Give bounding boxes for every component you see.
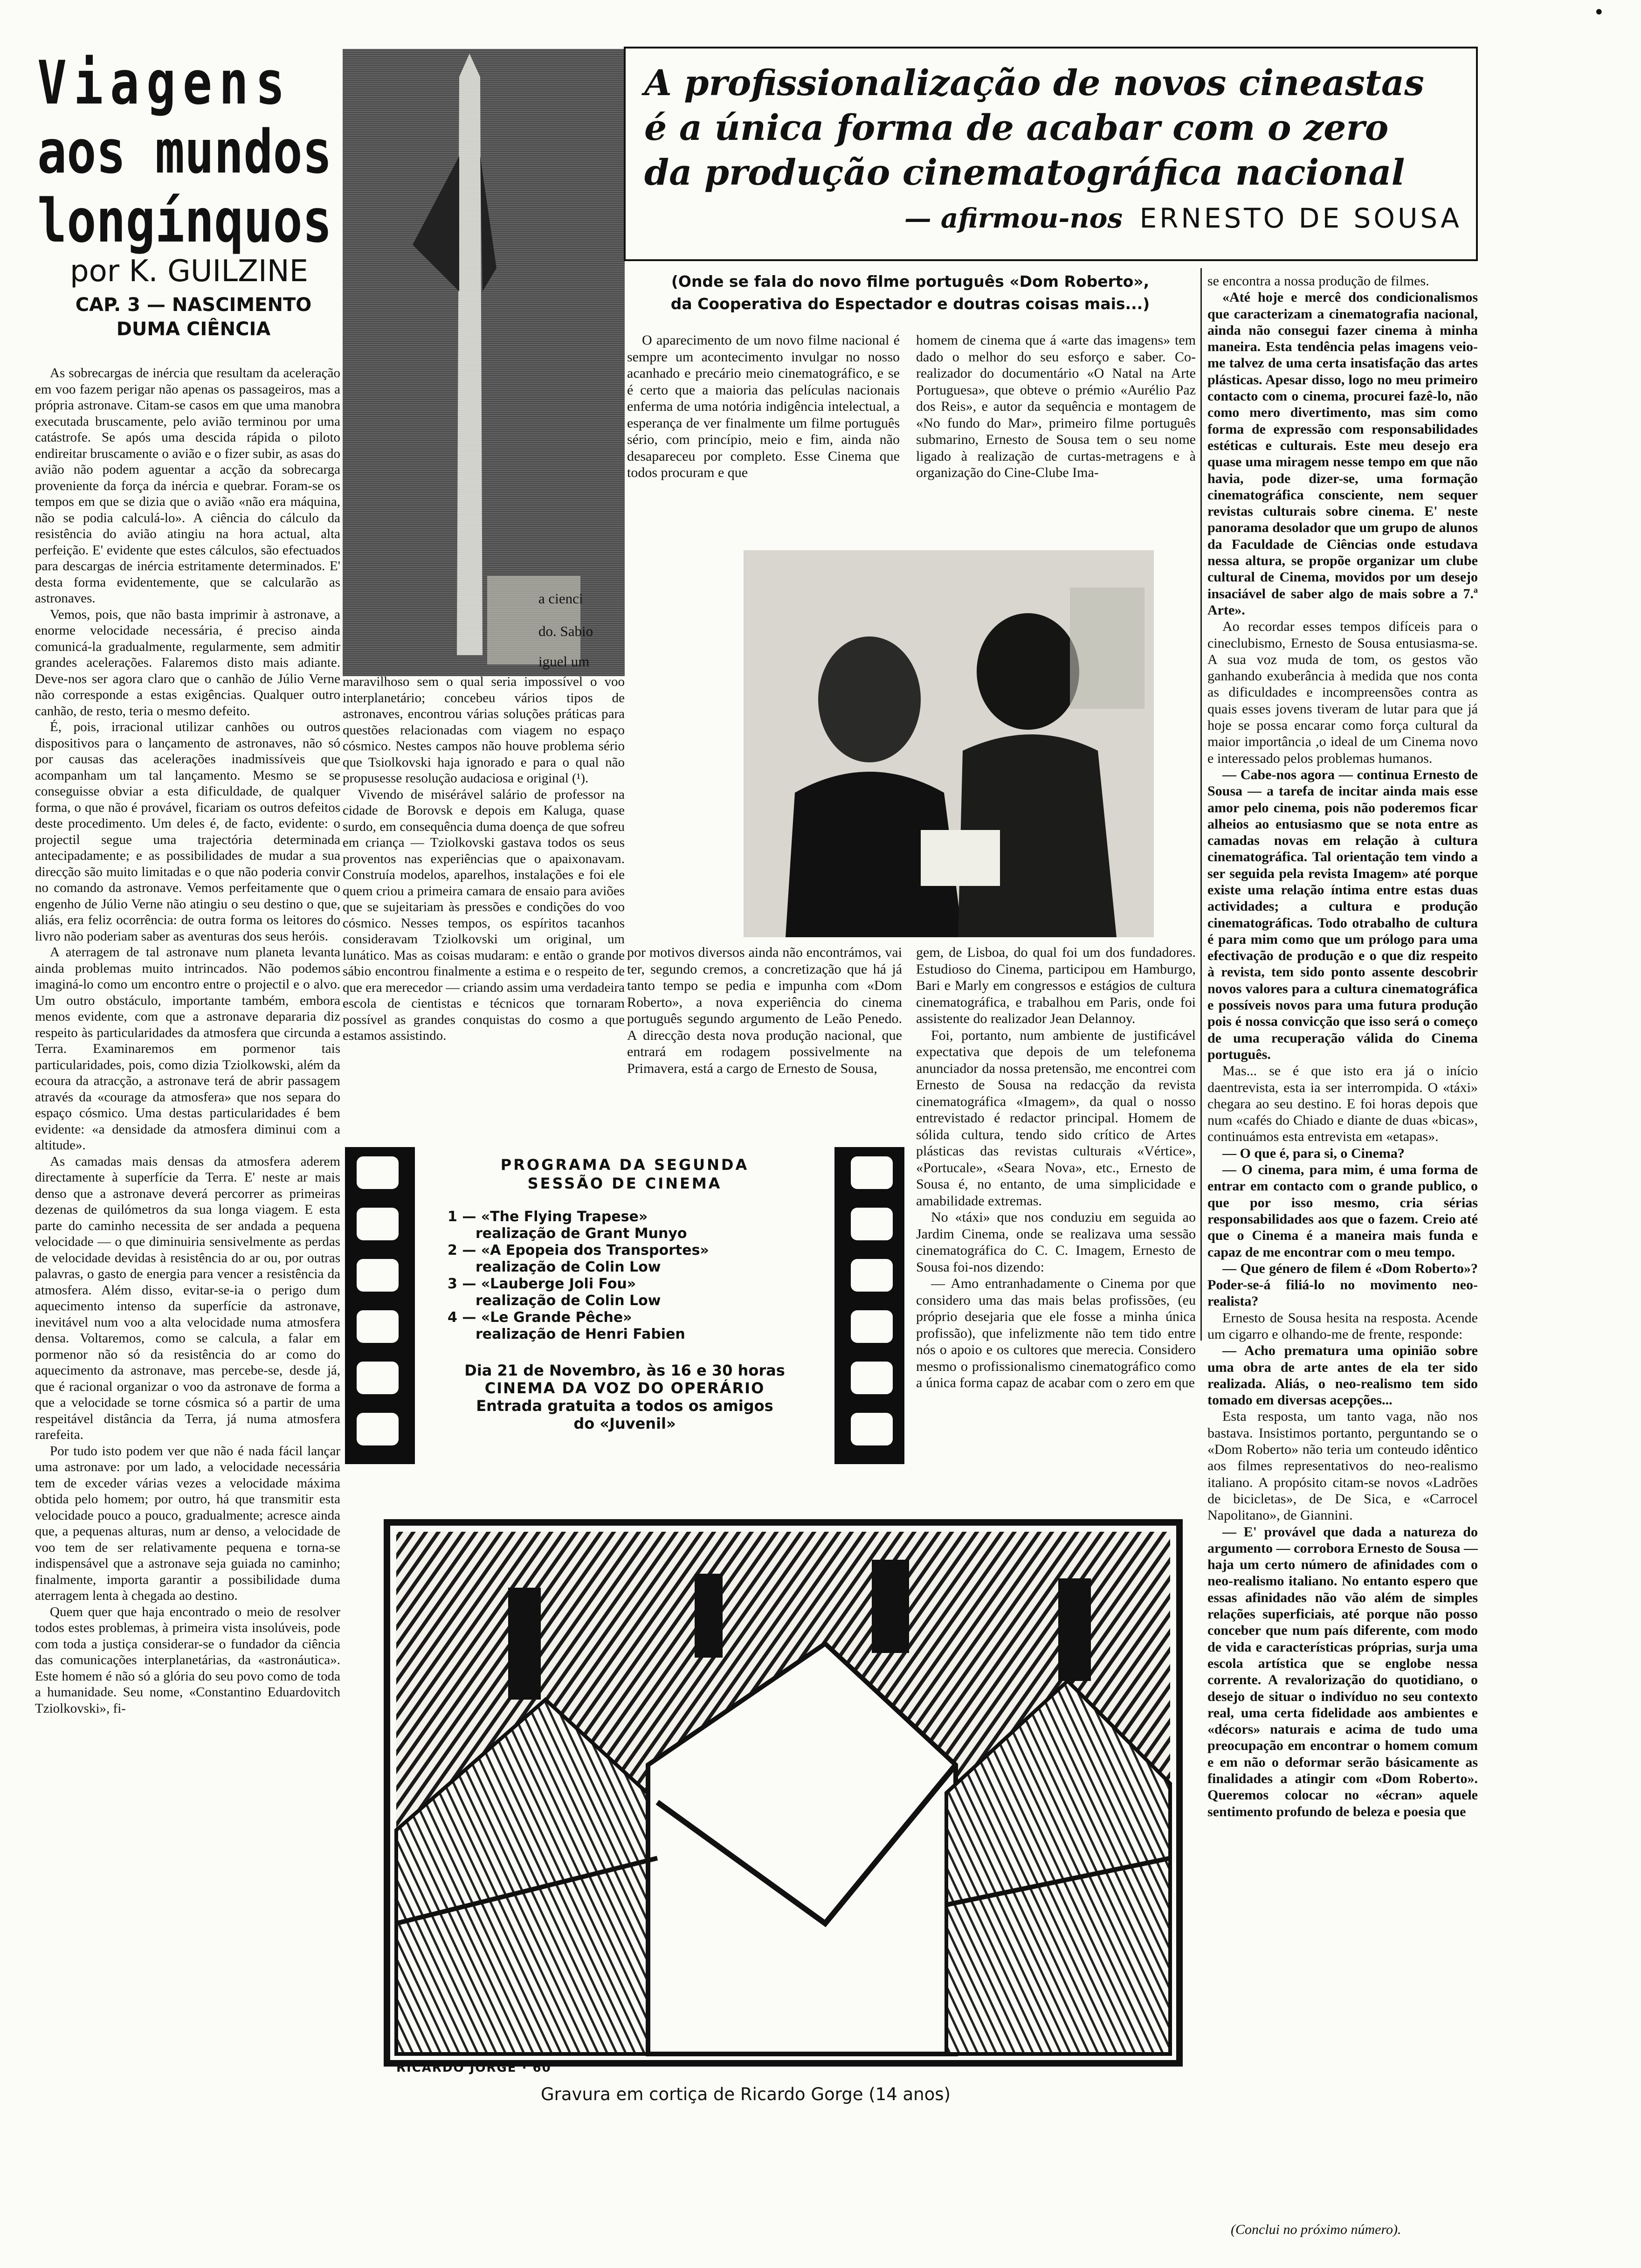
paragraph: — O cinema, para mim, é uma forma de entrar em contacto com o grande publico, o que por isso mesmo, cria sérias responsabilidades aos que o fazem. Creio até que o Cinema é a maneira mais funda e capaz de me encontrar com o meu tempo. (1207, 1162, 1478, 1260)
paragraph: — Cabe-nos agora — continua Ernesto de Sousa — a tarefa de incitar ainda mais esse amor pelo cinema, pois não poderemos ficar alheios ao entusiasmo que se nota entre as camadas novas em relação à cultura cinematográfica. Tal orientação tem vindo a ser seguida pela revista Imagem» até porque existe uma relação íntima entre estas duas actividades; a cultura e produção cinematográficas. Todo otrabalho de cultura é para mim como que um prólogo para uma efectivação de produção e o que diz respeito à revista, tem sido ponto assente descobrir novos valores para a cultura cinematográfica e possíveis novos para uma futura produção pois é nossa convicção que isso será o começo de uma recuperação válida do Cinema português. (1207, 767, 1478, 1062)
photo-fragment-3: iguel um (538, 653, 590, 670)
programme-item-num: 1 — (448, 1209, 476, 1225)
paragraph: se encontra a nossa produção de filmes. (1207, 273, 1429, 289)
article-subhead (627, 270, 1193, 315)
article-top-column-a (627, 332, 900, 528)
paragraph: As sobrecargas de inércia que resultam da aceleração em voo fazem perigar não apenas os passageiros, mas a própria astronave. Citam-se casos em que uma manobra executada bruscamente, pelo avião terminou por uma catástrofe. Se após uma descida rápida o piloto endireitar bruscamente o avião e o fizer subir, as asas do avião não podem aguentar a acção da sobrecarga proveniente da força da inércia e quebrar. Foram-se os tempos em que se dizia que o avião «não era máquina, não se podia calculá-lo». A ciência do cálculo da resistência do avião atingiu na hora actual, alta perfeição. E' evidente que estes cálculos, são efectuados para descargas de inércia estritamente determinados. E' desta forma evidentemente, que se calcularão as astronaves. (35, 366, 340, 606)
programme-footer-line-2: CINEMA DA VOZ DO OPERÁRIO (484, 1379, 765, 1397)
paragraph: A aterragem de tal astronave num planeta levanta ainda problemas muito intrincados. Não podemos imaginá-lo como um encontro entre o projectil e o alvo. Um outro obstáculo, importante também, embora menos evidente, com que a astronave depararia diz respeito às particularidades da atmosfera que circunda a Terra. Examinaremos em pormenor tais particularidades, pois, como dizia Tziolkowski, além da ecoura da atracção, a astronave terá de abrir passagem através da «courage da atmosfera» que nos separa do espaço cósmico. Uma destas particularidades é bem evidente: «a densidade da atmosfera diminui com a altitude». (35, 945, 340, 1153)
programme-heading (434, 1155, 816, 1193)
sprocket-hole (357, 1208, 399, 1240)
headline-line-1: A profissionalização de novos cineastas (644, 62, 1424, 104)
paragraph: — Que género de filem é «Dom Roberto»? Poder-se-á filiá-lo no movimento neo-realista? (1207, 1260, 1478, 1309)
left-article-title (37, 48, 332, 256)
photo-fragment-2: do. Sabio (538, 623, 593, 639)
paragraph: Foi, portanto, num ambiente de justificável expectativa que depois de um telefonema anunciador da nossa pretensão, me encontrei com Ernesto de Sousa na redacção da revista cinematográfica «Imagem», da qual o nosso entrevistado é redactor principal. Homem de sólida cultura, tendo sido crítico de Artes plásticas das revistas culturais «Vértice», «Portucale», «Seara Nova», etc., Ernesto de Sousa é, no entanto, de uma simplicidade e amabilidade extremas. (916, 1027, 1196, 1209)
paragraph: gem, de Lisboa, do qual foi um dos fundadores. Estudioso do Cinema, participou em Hamburgo, Bari e Marly em congressos e estágios de cultura cinematográfica, e trabalhou em Paris, onde foi assistente do realizador Jean Delannoy. (916, 945, 1196, 1026)
headline-box (624, 47, 1478, 261)
paragraph: — O que é, para si, o Cinema? (1222, 1145, 1405, 1161)
sprocket-hole (357, 1259, 399, 1292)
programme-item-credit: realização de Colin Low (476, 1293, 661, 1309)
left-article-byline: por K. GUILZINE (70, 254, 309, 289)
paragraph: Ao recordar esses tempos difíceis para o cineclubismo, Ernesto de Sousa entusiasma-se. A sua voz muda de tom, os gestos vão ganhando exuberância à medida que nos conta as dificuldades e incompreensões contra as quais esses jovens tiveram de lutar para que já hoje se possa encarar como força cultural da maior importância ,o ideal de um Cinema novo e interessado pelos problemas humanos. (1207, 619, 1478, 766)
paragraph: O aparecimento de um novo filme nacional é sempre um acontecimento invulgar no nosso acanhado e precário meio cinematográfico, e se é certo que a maioria das películas nacionais enferma de uma notória indigência intelectual, a esperança de ver finalmente um filme português sério, com princípio, meio e fim, ainda não desapareceu por completo. Esse Cinema que todos procuram e que (627, 332, 900, 480)
attribution-prefix: — afirmou-nos (904, 202, 1123, 234)
programme-item-credit: realização de Henri Fabien (476, 1326, 685, 1342)
paragraph: As camadas mais densas da atmosfera aderem directamente à superfície da Terra. E' neste ar mais denso que a astronave deverá percorrer as primeiras dezenas de quilómetros da sua longa viagem. E esta parte do caminho necessita de ser andada a pequena velocidade — o que diminuiria sensivelmente as perdas de velocidade devidas à resistência do ar ou, por outras palavras, o gasto de energia para vencer a resistência da atmosfera. Além disso, evitar-se-ia o perigo dum aquecimento intenso da superfície da astronave, inevitável num voo a alta velocidade numa atmosfera densa. Voltaremos, como se calcula, a falar em pormenor não só da resistência do ar como do aquecimento da astronave, mas percebe-se, desde já, que é racional organizar o voo da astronave de forma a que a velocidade se torne cósmica só a partir de uma respeitável distância da Terra, já numa atmosfera rarefeita. (35, 1154, 340, 1442)
programme-item-num: 3 — (448, 1276, 476, 1292)
programme-footer-line-3: Entrada gratuita a todos os amigos (476, 1397, 773, 1415)
programme-item (448, 1309, 816, 1343)
programme-heading-line-1: PROGRAMA DA SEGUNDA (500, 1156, 749, 1174)
sprocket-hole (851, 1362, 893, 1394)
engraving-signature: RICARDO JORGE · 60 (396, 2061, 552, 2075)
programme-frame (415, 1147, 834, 1464)
article-mid-column-b (916, 944, 1196, 1492)
paragraph: Por tudo isto podem ver que não é nada fácil lançar uma astronave: por um lado, a velocidade necessária tem de exceder várias vezes a velocidade máxima obtida pelo homem; por outro, há que transmitir esta velocidade pouco a pouco, gradualmente; acresce ainda que, a pequenas alturas, num ar denso, a velocidade de voo tem de ser relativamente pequena e torna-se indispensável que a astronave seja guiada no caminho; finalmente, importa garantir a possibilidade duma aterragem lenta à chegada ao destino. (35, 1443, 340, 1603)
programme-item-credit: realização de Colin Low (476, 1259, 661, 1275)
sprocket-column-right (851, 1156, 893, 1455)
column-rule (1200, 268, 1202, 1341)
sprocket-hole (851, 1156, 893, 1189)
left-article-column-2 (343, 674, 625, 1152)
attribution-name: ERNESTO DE SOUSA (1139, 202, 1462, 234)
interview-photo (744, 550, 1154, 937)
paragraph: Quem quer que haja encontrado o meio de resolver todos estes problemas, à primeira vista insolúveis, pode com toda a justiça considerar-se o fundador da ciência das comunicações interplanetárias, da «astronáutica». Este homem é não só a glória do seu povo como de toda a humanidade. Seu nome, «Constantino Eduardovitch Tziolkovski», fi- (35, 1604, 340, 1716)
paragraph: É, pois, irracional utilizar canhões ou outros dispositivos para o lançamento de astronaves, não só por causas das acelerações inadmissíveis que acompanham um tal lançamento. Mesmo se se conseguisse obviar a esta dificuldade, de qualquer forma, o que não é provável, ficariam os outros defeitos deste procedimento. Um deles é, de facto, evidente: o projectil segue uma trajectória determinada antecipadamente; e as possibilidades de mudar a sua direcção são muito limitadas e o que não poderia convir no comando da astronave. Vemos perfeitamente que o engenho de Júlio Verne não atingiu o seu destino o que, aliás, era feliz ocorrência: de outra forma os leitores do livro não poderiam saber as aventuras dos seus heróis. (35, 719, 340, 944)
sprocket-hole (357, 1413, 399, 1445)
programme-footer-line-1: Dia 21 de Novembro, às 16 e 30 horas (464, 1362, 785, 1379)
headline-attribution (904, 202, 1462, 234)
sprocket-hole (357, 1362, 399, 1394)
subhead-line-2: da Cooperativa do Espectador e doutras coisas mais...) (670, 295, 1150, 313)
programme-item-num: 2 — (448, 1242, 476, 1258)
headline (644, 61, 1465, 195)
programme-heading-line-2: SESSÃO DE CINEMA (527, 1175, 722, 1192)
title-line-2: aos mundos (37, 118, 332, 187)
programme-item-num: 4 — (448, 1309, 476, 1326)
paragraph: No «táxi» que nos conduziu em seguida ao Jardim Cinema, onde se realizava uma sessão cinematográfica do C. C. Imagem, Ernesto de Sousa foi-nos dizendo: (916, 1210, 1196, 1275)
paragraph: homem de cinema que á «arte das imagens» tem dado o melhor do seu esforço e saber. Co-realizador do documentário «O Natal na Arte Portuguesa», que obteve o prémio «Aurélio Paz dos Reis», e autor da sequência e montagem de «No fundo do Mar», primeiro filme português submarino, Ernesto de Sousa tem o seu nome ligado à realização de curtas-metragens e à organização do Cine-Clube Ima- (916, 332, 1196, 480)
programme-item-title: «The Flying Trapese» (481, 1209, 648, 1225)
programme-footer (434, 1362, 816, 1432)
programme-item (448, 1276, 816, 1309)
paragraph: Ernesto de Sousa hesita na resposta. Acende um cigarro e olhando-me de frente, responde: (1207, 1310, 1478, 1342)
article-right-column (1207, 273, 1478, 2217)
programme-item (448, 1209, 816, 1242)
article-mid-column-a (627, 944, 902, 1131)
paragraph: — E' provável que dada a natureza do argumento — corrobora Ernesto de Sousa — haja um certo número de afinidades com o neo-realismo italiano. No entanto espero que essas afinidades não vão além de simples relações superficiais, até porque não posso conceber que num país diferente, com modo de vida e características próprias, surja uma escola artística que se englobe nessa corrente. A revalorização do quotidiano, o desejo de situar o indivíduo no seu contexto real, uma certa fidelidade aos ambientes e «décors» naturais e acima de tudo uma preocupação em encontrar o homem comum e em não o deformar serão básicamente as finalidades a atingir com «Dom Roberto». Queremos colocar no «écran» aquele sentimento profundo de beleza e poesia que (1207, 1524, 1478, 1819)
chapter-line-1: CAP. 3 — NASCIMENTO (75, 294, 312, 316)
page-mark: • (1593, 2, 1605, 23)
left-article-chapter (58, 293, 329, 341)
paragraph: — Acho prematura uma opinião sobre uma obra de arte antes de ela ter sido realizada. Aliás, o neo-realismo tem sido tomado em diversas acepções... (1207, 1343, 1478, 1408)
photo-fragment-1: a cienci (538, 590, 583, 607)
sprocket-hole (851, 1259, 893, 1292)
headline-line-3: da produção cinematográfica nacional (644, 152, 1405, 193)
title-line-1: Viagens (37, 48, 292, 118)
interview-graphic (744, 550, 1154, 937)
programme-item (448, 1242, 816, 1276)
programme-item-credit: realização de Grant Munyo (476, 1225, 687, 1242)
rocket-photo (343, 49, 625, 676)
sprocket-hole (357, 1156, 399, 1189)
engraving-graphic (368, 1504, 1198, 2082)
rocket-graphic (343, 49, 625, 676)
paragraph: Esta resposta, um tanto vaga, não nos bastava. Insistimos portanto, perguntando se o «Dom Roberto» não teria um conteudo idêntico aos filmes representativos do neo-realismo italiano. A propósito citam-se novos «Ladrões de bicicletas», de De Sica, e «Carrocel Napolitano», de Giannini. (1207, 1409, 1478, 1523)
paragraph: «Até hoje e mercê dos condicionalismos que caracterizam a cinematografia nacional, ainda não consegui fazer cinema à minha maneira. Esta tendência pelas imagens veio-me talvez de uma certa insatisfação das artes plásticas. Apesar disso, logo no meu primeiro contacto com o cinema, procurei fazê-lo, não como mero divertimento, mas sim como forma de expressão com responsabilidades estéticas e culturais. Este meu desejo era quase uma miragem nesse tempo em que não havia, pode dizer-se, uma formação cinematográfica consciente, nem sequer revistas culturais sobre cinema. E' neste panorama desolador que um grupo de alunos da Faculdade de Ciências onde estudava nessa altura, se propõe organizar um clube cultural de Cinema, movidos por um desejo insaciável de saber algo de mais sobre a 7.ª Arte». (1207, 290, 1478, 618)
continued-note: (Conclui no próximo número). (1231, 2222, 1401, 2237)
programme-footer-line-4: do «Juvenil» (573, 1415, 676, 1432)
paragraph: por motivos diversos ainda não encontrámos, vai ter, segundo cremos, a concretização que há já tanto tempo se pedia e impunha com «Dom Roberto», a nova experiência do cinema português segundo argumento de Leão Penedo. A direcção desta nova produção nacional, que entrará em rodagem possivelmente na Primavera, está a cargo de Ernesto de Sousa, (627, 945, 902, 1076)
sprocket-hole (851, 1310, 893, 1343)
paragraph: maravilhoso sem o qual seria impossível o voo interplanetário; concebeu vários tipos de astronaves, encontrou várias soluções práticas para questões relacionadas com viagem no espaço cósmico. Nestes campos não houve problema sério que Tsiolkovski haja ignorado e para o qual não propusesse resolução audaciosa e original (¹). (343, 674, 625, 786)
programme-item-title: «A Epopeia dos Transportes» (481, 1242, 709, 1258)
paragraph: Vemos, pois, que não basta imprimir à astronave, a enorme velocidade necessária, é preciso ainda comunicá-la gradualmente, regularmente, sem admitir grandes acelerações. Falaremos disto mais adiante. Deve-nos ser agora claro que o canhão de Júlio Verne não corresponde a estas exigências. Qualquer outro canhão, de resto, teria o mesmo defeito. (35, 607, 340, 719)
sprocket-column-left (357, 1156, 399, 1455)
article-top-column-b (916, 332, 1196, 528)
programme-filmstrip (345, 1147, 904, 1464)
programme-item-title: «Lauberge Joli Fou» (481, 1276, 636, 1292)
title-line-3: longínquos (37, 187, 332, 256)
sprocket-hole (851, 1208, 893, 1240)
chapter-line-2: DUMA CIÊNCIA (116, 318, 271, 340)
headline-line-2: é a única forma de acabar com o zero (644, 107, 1389, 148)
sprocket-hole (851, 1413, 893, 1445)
sprocket-hole (357, 1310, 399, 1343)
subhead-line-1: (Onde se fala do novo filme português «Dom Roberto», (671, 272, 1150, 290)
programme-item-title: «Le Grande Pêche» (481, 1309, 632, 1326)
paragraph: Vivendo de misérável salário de professor na cidade de Borovsk e depois em Kaluga, quase surdo, em consequência duma doença de que sofreu em criança — Tziolkovski gastava todos os seus proventos nas experiências que o apaixonavam. Construía modelos, aparelhos, instalações e foi ele quem criou a primeira camara de ensaio para aviões que se sujeitariam às pressões e condições do voo cósmico. Nesses tempos, os espíritos tacanhos consideravam Tziolkovski um original, um lunático. Mas as coisas mudaram: e então o grande sábio encontrou finalmente a estima e o respeito de que era merecedor — criando assim uma verdadeira escola de cientistas e técnicos que tornaram possível as grandes conquistas do cosmo a que estamos assistindo. (343, 787, 625, 1043)
left-article-column-1 (35, 365, 340, 2165)
engraving-caption: Gravura em cortiça de Ricardo Gorge (14 anos) (541, 2084, 951, 2104)
paragraph: — Amo entranhadamente o Cinema por que considero uma das mais belas profissões, (eu próprio desejaria que ele fosse a minha única profissão), que infelizmente não tem tido entre nós o apoio e os cultores que merecia. Considero mesmo o profissionalismo cinematográfico como a única forma capaz de acabar com o zero em que (916, 1276, 1196, 1390)
paragraph: Mas... se é que isto era já o início daentrevista, esta ia ser interrompida. O «táxi» chegara ao seu destino. E foi horas depois que num «cafés do Chiado e diante de duas «bicas», continuámos esta entrevista em «etapas». (1207, 1063, 1478, 1145)
engraving-image (368, 1504, 1198, 2082)
